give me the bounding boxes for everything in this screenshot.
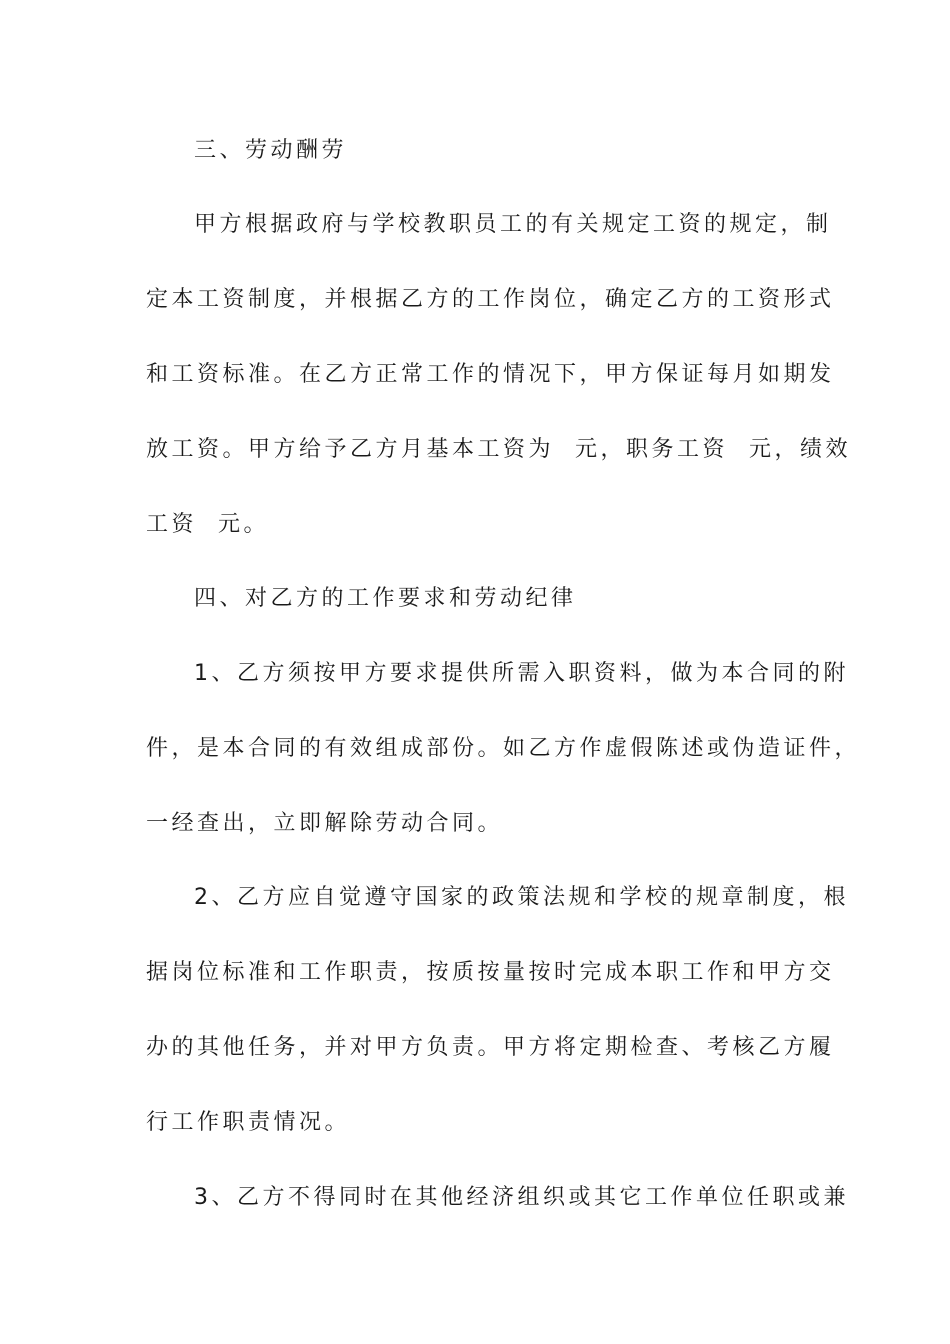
paragraph-line: 甲方根据政府与学校教职员工的有关规定工资的规定，制 bbox=[194, 212, 832, 237]
paragraph-line: 2、乙方应自觉遵守国家的政策法规和学校的规章制度，根 bbox=[194, 885, 849, 910]
paragraph-line: 行工作职责情况。 bbox=[146, 1110, 351, 1135]
paragraph-line: 放工资。甲方给予乙方月基本工资为 元，职务工资 元，绩效 bbox=[146, 437, 851, 462]
paragraph-line: 一经查出，立即解除劳动合同。 bbox=[146, 811, 504, 836]
paragraph-line: 定本工资制度，并根据乙方的工作岗位，确定乙方的工资形式 bbox=[146, 287, 835, 312]
paragraph-line: 1、乙方须按甲方要求提供所需入职资料，做为本合同的附 bbox=[194, 661, 849, 686]
paragraph-line: 件，是本合同的有效组成部份。如乙方作虚假陈述或伪造证件， bbox=[146, 736, 861, 761]
section-heading-labor-pay: 三、劳动酬劳 bbox=[194, 138, 348, 163]
paragraph-line: 据岗位标准和工作职责，按质按量按时完成本职工作和甲方交 bbox=[146, 960, 835, 985]
paragraph-line: 3、乙方不得同时在其他经济组织或其它工作单位任职或兼 bbox=[194, 1185, 849, 1210]
section-heading-work-requirements: 四、对乙方的工作要求和劳动纪律 bbox=[194, 586, 577, 611]
paragraph-line: 工资 元。 bbox=[146, 512, 269, 537]
paragraph-line: 办的其他任务，并对甲方负责。甲方将定期检查、考核乙方履 bbox=[146, 1035, 835, 1060]
paragraph-line: 和工资标准。在乙方正常工作的情况下，甲方保证每月如期发 bbox=[146, 362, 835, 387]
